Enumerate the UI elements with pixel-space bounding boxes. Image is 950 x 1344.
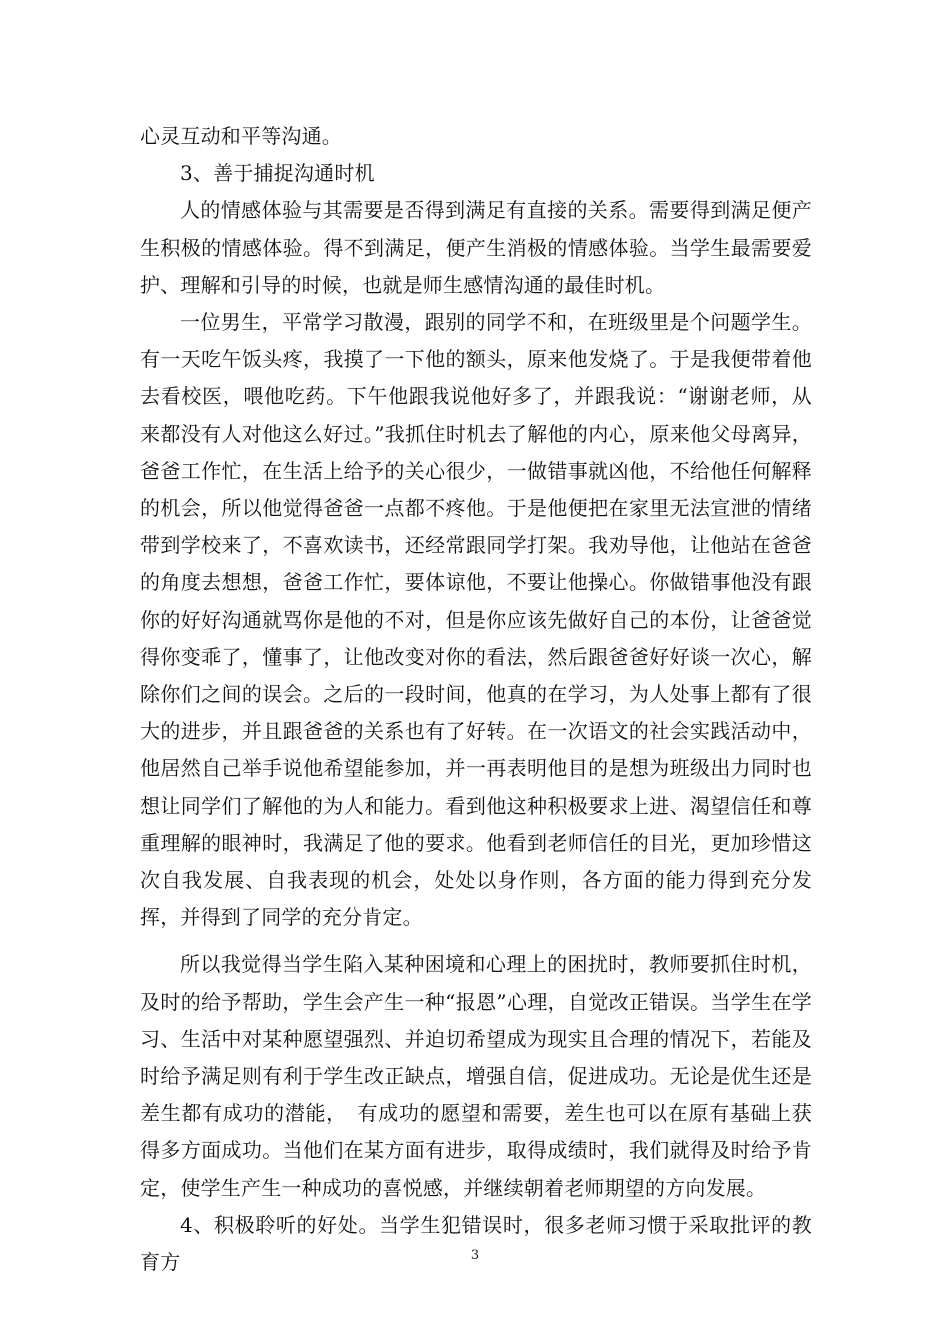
section-heading-3: 3、善于捕捉沟通时机 bbox=[180, 161, 375, 186]
page-number: 3 bbox=[470, 1248, 480, 1263]
paragraph-conclusion: 所以我觉得当学生陷入某种困境和心理上的困扰时，教师要抓住时机，及时的给予帮助，学生会产生一种“报恩”心理，自觉改正错误。当学生在学习、生活中对某种愿望强烈、并迫切希望成为现实且合理的情况下，若能及时给予满足则有利于学生改正缺点，增强自信，促进成功。无论是优生还是差生都有成功的潜能， 有成功的愿望和需要，差生也可以在原有基础上获得多方面成功。当他们在某方面有进步，取得成绩时，我们就得及时给予肯定，使学生产生一种成功的喜悦感，并继续朝着老师期望的方向发展。 bbox=[140, 952, 812, 1200]
paragraph-continuation: 心灵互动和平等沟通。 bbox=[140, 124, 342, 148]
section-heading-4: 4、积极聆听的好处。当学生犯错误时，很多老师习惯于采取批评的教育方 bbox=[140, 1212, 812, 1275]
paragraph-student-story: 一位男生，平常学习散漫，跟别的同学不和，在班级里是个问题学生。有一天吃午饭头疼，我摸了一下他的额头，原来他发烧了。于是我便带着他去看校医，喂他吃药。下午他跟我说他好多了，并跟我说：“谢谢老师，从来都没有人对他这么好过。”我抓住时机去了解他的内心，原来他父母离异，爸爸工作忙，在生活上给予的关心很少，一做错事就凶他，不给他任何解释的机会，所以他觉得爸爸一点都不疼他。于是他便把在家里无法宣泄的情绪带到学校来了，不喜欢读书，还经常跟同学打架。我劝导他，让他站在爸爸的角度去想想，爸爸工作忙，要体谅他，不要让他操心。你做错事他没有跟你的好好沟通就骂你是他的不对，但是你应该先做好自己的本份，让爸爸觉得你变乖了，懂事了，让他改变对你的看法，然后跟爸爸好好谈一次心，解除你们之间的误会。之后的一段时间，他真的在学习，为人处事上都有了很大的进步，并且跟爸爸的关系也有了好转。在一次语文的社会实践活动中，他居然自己举手说他希望能参加，并一再表明他目的是想为班级出力同时也想让同学们了解他的为人和能力。看到他这种积极要求上进、渴望信任和尊重理解的眼神时，我满足了他的要求。他看到老师信任的目光，更加珍惜这次自我发展、自我表现的机会，处处以身作则，各方面的能力得到充分发挥，并得到了同学的充分肯定。 bbox=[140, 310, 812, 930]
paragraph-emotional-experience: 人的情感体验与其需要是否得到满足有直接的关系。需要得到满足便产生积极的情感体验。得不到满足，便产生消极的情感体验。当学生最需要爱护、理解和引导的时候，也就是师生感情沟通的最佳时机。 bbox=[140, 198, 812, 297]
body-text bbox=[140, 118, 812, 1281]
